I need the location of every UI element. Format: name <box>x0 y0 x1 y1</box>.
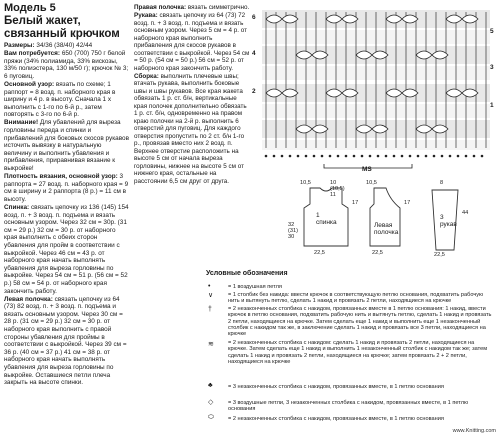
chain-dots <box>265 155 484 158</box>
sleeve-bottom-dim: 22,5 <box>434 252 445 258</box>
cluster-2dc-icon: † <box>208 306 212 313</box>
legend-item-chain: = 1 воздушная петля <box>228 284 282 290</box>
back-width-dim: 22,5 <box>314 250 325 256</box>
assembly-paragraph: Сборка: выполнить плечевые швы; втачать рукава, выполнить боковые швы и швы рукавов. Все края жакета обвязать 1 р. ст. б/н, вертикальные края полочек дополнительно обвязать 1 р. ст. б/н, одновременно на правом краю полочки на 2-й р. выполнить 6 отверстий для пуговиц. Для каждого отверстия пропустить по 2 ст. б/н 1-го р., провязав вместо них 2 возд. п. Верхнее отверстие расположить на высоте 5 см от начала выреза горловины, нижнее на высоте 5 см от нижнего края, остальные на расстоянии 6,5 см друг от друга. <box>134 72 247 185</box>
sleeve-top-dim: 8 <box>440 180 444 186</box>
gauge-paragraph: Плотность вязания, основной узор: 3 раппорта = 27 возд. п. наборного края = 9 см в ширину и 2 раппорта (8 р.) = 11 см в высоту. <box>4 173 129 203</box>
crochet-chart-svg <box>252 4 498 174</box>
back-paragraph: Спинка: связать цепочку из 136 (145) 154 возд. п. + 3 возд. п. подъема и вязать основным узором. Через 32 см = 30р. (31 см = 29 р.) 32 см = 30 р. от наборного края выполнить с обеих сторон убавления для пройм в соответствии с выкройкой. Через 46 см = 43 р. от наборного края начать выполнять убавления для выреза горловины по выкройке. Через 54 см = 51 р. (56 см = 52 р.) 58 см = 54 р. от наборного края закончить работу. <box>4 203 129 295</box>
row-number-5: 5 <box>490 28 494 35</box>
legend-item-cluster-2dc: = 2 незаконченных столбика с накидом, провязанных вместе в 1 петлю основания: 1 накид, ввести крючок в петлю основания, подхватить рабочую нить и вытянуть петлю, сделать 1 накид и провязать 2 петли, находящиеся на крючке. Затем сделать еще 1 накид и выполнить еще 1 незаконченный столбик с накидом так же, в заключение сделать 1 накид и провязать все 3 петли, находящиеся на крючке <box>228 306 492 338</box>
watermark: www.Knitting.com <box>452 428 496 434</box>
legend-item-oval-cluster: = 2 незаконченных столбика с накидом, провязанных вместе, в 1 петлю основания <box>228 416 444 422</box>
middle-text-column <box>134 4 250 186</box>
cluster-3dc-icon: ♣ <box>208 382 213 389</box>
row-number-3: 3 <box>490 64 494 71</box>
front-width-dim: 22,5 <box>372 250 383 256</box>
sizes-paragraph: Размеры: 34/36 (38/40) 42/44 <box>4 42 93 49</box>
left-front-schematic <box>368 186 402 248</box>
row-number-1: 1 <box>490 102 494 109</box>
back-neck-dim: 10 (10,5) 11 <box>330 180 345 198</box>
legend-item-chain-cluster: = 3 воздушные петли, 3 незаконченных столбика с накидом, провязанных вместе, в 1 петлю основания <box>228 400 469 413</box>
legend-item-double-cluster: = 2 незаконченных столбика с накидом: сделать 1 накид и провязать 2 петли, находящиеся на крючке. Затем сделать еще 1 накид и выполнить 1 незаконченный столбик с накидом так же; затем сделать 1 накид и провязать 2 петли, находящиеся на крючке; затем провязать 2 + 2 петли, находящиеся на крючке <box>228 340 488 365</box>
row-number-2: 2 <box>252 88 256 95</box>
sleeve-label: 3 рукав <box>440 214 457 228</box>
legend-item-single-crochet: = 1 столбик без накида: ввести крючок в соответствующую петлю основания, подхватить рабочую нить и вытянуть петлю, сделать 1 накид и провязать 2 петли, находящиеся на крючке <box>228 292 484 305</box>
legend-title: Условные обозначения <box>206 270 288 277</box>
single-crochet-icon: ∨ <box>208 292 214 299</box>
oval-cluster-icon: ⬭ <box>208 414 214 421</box>
model-number: Модель 5 <box>4 2 56 14</box>
row-number-4: 4 <box>252 50 256 57</box>
row-number-6: 6 <box>252 14 256 21</box>
legend-item-cluster-3dc: = 3 незаконченных столбика с накидом, провязанных вместе, в 1 петлю основания <box>228 384 444 390</box>
right-front-paragraph: Правая полочка: вязать симметрично. <box>134 4 250 11</box>
chain-stitch-icon: • <box>208 283 211 290</box>
repeat-label: MS <box>362 166 372 173</box>
sleeve-length-dim: 44 <box>462 210 469 216</box>
article-title: Белый жакет, связанный крючком <box>4 15 120 40</box>
front-side-dim: 17 <box>404 200 411 206</box>
left-front-label: Левая полочка <box>374 222 399 236</box>
chain-cluster-icon: ◇ <box>208 399 214 406</box>
back-armhole-dim: 17 <box>352 200 359 206</box>
left-front-paragraph: Левая полочка: связать цепочку из 64 (73) 82 возд. п. + 3 возд. п. подъема и вязать основным узором. Через 30 см = 28 р. (31 см = 29 р.) 32 см = 30 р. от наборного края выполнить с правой стороны убавления для проймы в соответствии с выкройкой. Через 39 см = 36 р. (40 см = 37 р.) 41 см = 38 р. от наборного края начать выполнять убавления для выреза горловины по выкройке. Оставшиеся петли плеча закрыть на высоте спинки. <box>4 295 127 387</box>
back-shoulder-dim: 10,5 <box>300 180 311 186</box>
double-cluster-icon: ≋ <box>208 341 214 348</box>
crochet-chart <box>252 4 498 174</box>
main-pattern-paragraph: Основной узор: вязать по схеме; 1 раппорт = 8 возд. п. наборного края в ширину и 4 р. в высоту. Сначала 1 х выполнить с 1-го по 6-й р., затем повторять с 3-го по 6-й р. <box>4 80 116 119</box>
back-label: 1 спинка <box>316 212 337 226</box>
attention-paragraph: Внимание! Для убавлений для выреза горловины переда и спинки и прибавлений для боковых скосов рукавов источить вывязку в натуральную величину и выполнить убавления и прибавления, приравнивая вязание к выкройке! <box>4 119 129 172</box>
front-shoulder-dim: 10,5 <box>366 180 377 186</box>
sleeves-paragraph: Рукава: связать цепочку из 64 (73) 72 возд. п. + 3 возд. п. подъема и вязать основным узором. Через 5 см = 4 р. от наборного края выполнить прибавления для скосов рукавов в соответствии с выкройкой. Через 54 см = 50 р. (54 см = 50 р.) 56 см = 52 р. от наборного края закончить работу. <box>134 12 250 72</box>
materials-paragraph: Вам потребуется: 650 (700) 750 г белой пряжи (34% полиамида, 33% вискозы, 33% полиэстера, 130 м/50 г); крючок № 3; 6 пуговиц. <box>4 50 129 80</box>
left-text-column <box>4 2 130 387</box>
back-height-dim: 32 (31) 30 <box>288 222 298 240</box>
